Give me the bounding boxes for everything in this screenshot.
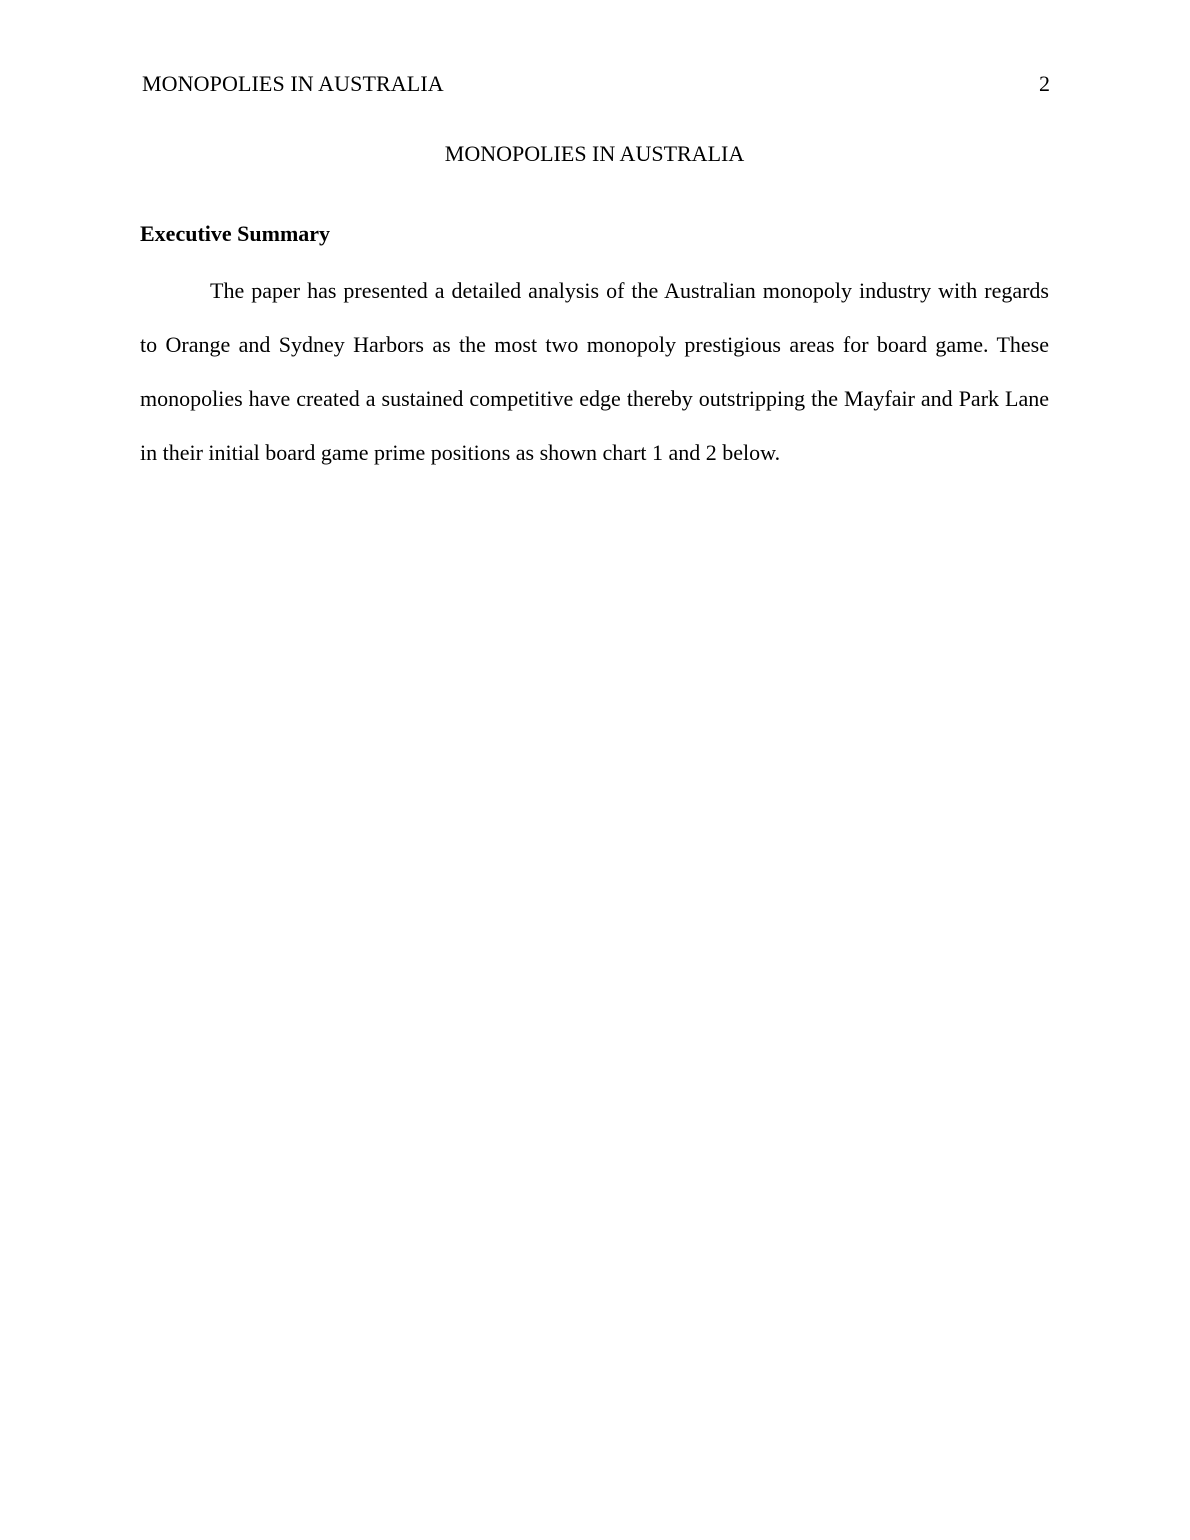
document-title: MONOPOLIES IN AUSTRALIA — [444, 141, 745, 166]
section-heading: Executive Summary — [140, 221, 331, 246]
body-paragraph: The paper has presented a detailed analysis of the Australian monopoly industry with regards to Orange and Sydney Harbors as the most two monopoly prestigious areas for board game. These monopolies have created a sustained competitive edge thereby outstripping the Mayfair and Park Lane in their initial board game prime positions as shown chart 1 and 2 below. — [140, 278, 1049, 465]
page-number: 2 — [1039, 71, 1050, 96]
running-head: MONOPOLIES IN AUSTRALIA — [142, 71, 444, 96]
